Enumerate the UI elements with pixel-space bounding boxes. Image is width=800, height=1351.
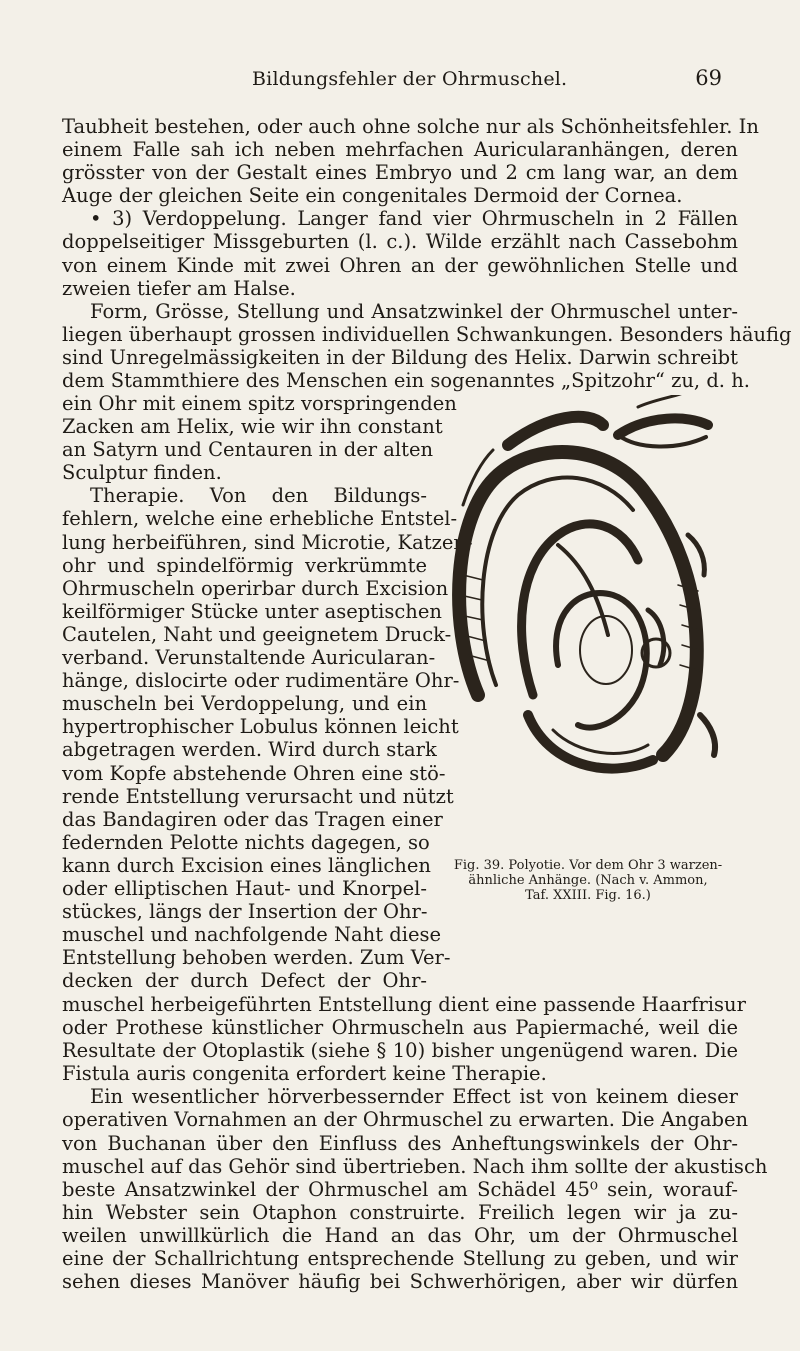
- ear-illustration: [438, 395, 738, 795]
- page-number: 69: [695, 66, 722, 90]
- running-head: Bildungsfehler der Ohrmuschel.: [252, 68, 568, 90]
- text-line: beste Ansatzwinkel der Ohrmuschel am Schädel 45⁰ sein, worauf-: [62, 1177, 738, 1201]
- text-line: doppelseitiger Missgeburten (l. c.). Wilde erzählt nach Cassebohm: [62, 230, 738, 254]
- text-line: Form, Grösse, Stellung und Ansatzwinkel der Ohrmuschel unter-: [90, 299, 738, 323]
- text-line: federnden Pelotte nichts dagegen, so: [62, 830, 430, 854]
- text-line: Ein wesentlicher hörverbessernder Effect ist von keinem dieser: [90, 1085, 738, 1109]
- text-line: Ohrmuscheln operirbar durch Excision: [62, 576, 449, 600]
- text-line: muschel auf das Gehör sind übertrieben. Nach ihm sollte der akustisch: [62, 1154, 768, 1178]
- text-line: verband. Verunstaltende Auricularan-: [62, 646, 436, 670]
- text-line: hin Webster sein Otaphon construirte. Freilich legen wir ja zu-: [62, 1200, 738, 1224]
- text-line: vom Kopfe abstehende Ohren eine stö-: [62, 761, 446, 785]
- text-line: hypertrophischer Lobulus können leicht: [62, 715, 459, 739]
- text-line: ohr und spindelförmig verkrümmte: [62, 553, 427, 577]
- text-line: kann durch Excision eines länglichen: [62, 853, 431, 877]
- text-line: eine der Schallrichtung entsprechende Stellung zu geben, und wir: [62, 1247, 738, 1271]
- text-line: grösster von der Gestalt eines Embryo und 2 cm lang war, an dem: [62, 161, 738, 185]
- text-line: abgetragen werden. Wird durch stark: [62, 738, 437, 762]
- caption-line: Taf. XXIII. Fig. 16.): [525, 888, 651, 903]
- text-line: Auge der gleichen Seite ein congenitales Dermoid der Cornea.: [62, 184, 683, 208]
- text-line: dem Stammthiere des Menschen ein sogenanntes „Spitzohr“ zu, d. h.: [62, 369, 750, 393]
- text-line: oder elliptischen Haut- und Knorpel-: [62, 876, 427, 900]
- text-line: decken der durch Defect der Ohr-: [62, 969, 427, 993]
- text-line: sehen dieses Manöver häufig bei Schwerhörigen, aber wir dürfen: [62, 1270, 738, 1294]
- text-line: von Buchanan über den Einfluss des Anheftungswinkels der Ohr-: [62, 1131, 738, 1155]
- text-line: keilförmiger Stücke unter aseptischen: [62, 599, 442, 623]
- text-line: das Bandagiren oder das Tragen einer: [62, 807, 443, 831]
- text-line: Entstellung behoben werden. Zum Ver-: [62, 946, 451, 970]
- text-line: an Satyrn und Centauren in der alten: [62, 438, 434, 462]
- text-line: Cautelen, Naht und geeignetem Druck-: [62, 622, 452, 646]
- text-line: oder Prothese künstlicher Ohrmuscheln aus Papiermaché, weil die: [62, 1016, 738, 1040]
- text-line: • 3) Verdoppelung. Langer fand vier Ohrmuscheln in 2 Fällen: [90, 207, 738, 231]
- body-text-wrapped: [62, 392, 473, 993]
- text-line: lung herbeiführen, sind Microtie, Katzen-: [62, 530, 473, 554]
- figure-caption: [438, 858, 738, 903]
- body-text-top: [62, 115, 792, 393]
- text-line: muscheln bei Verdoppelung, und ein: [62, 692, 427, 716]
- text-line: rende Entstellung verursacht und nützt: [62, 784, 454, 808]
- text-line: sind Unregelmässigkeiten in der Bildung des Helix. Darwin schreibt: [62, 345, 738, 369]
- text-line: einem Falle sah ich neben mehrfachen Auricularanhängen, deren: [62, 138, 738, 162]
- text-line: fehlern, welche eine erhebliche Entstel-: [62, 507, 458, 531]
- text-line: operativen Vornahmen an der Ohrmuschel zu erwarten. Die Angaben: [62, 1108, 749, 1132]
- text-line: ein Ohr mit einem spitz vorspringenden: [62, 392, 457, 415]
- text-line: Resultate der Otoplastik (siehe § 10) bisher ungenügend waren. Die: [62, 1039, 738, 1063]
- text-line: liegen überhaupt grossen individuellen Schwankungen. Besonders häufig: [62, 322, 792, 346]
- text-line: muschel herbeigeführten Entstellung dient eine passende Haarfrisur: [62, 993, 746, 1016]
- text-line: hänge, dislocirte oder rudimentäre Ohr-: [62, 669, 460, 693]
- text-line: zweien tiefer am Halse.: [62, 276, 296, 300]
- text-line: Therapie. Von den Bildungs-: [90, 484, 427, 508]
- text-line: Sculptur finden.: [62, 461, 222, 485]
- text-line: von einem Kinde mit zwei Ohren an der gewöhnlichen Stelle und: [62, 253, 738, 277]
- caption-line: ähnliche Anhänge. (Nach v. Ammon,: [468, 873, 708, 888]
- text-line: weilen unwillkürlich die Hand an das Ohr, um der Ohrmuschel: [62, 1223, 738, 1247]
- text-line: stückes, längs der Insertion der Ohr-: [62, 900, 428, 924]
- text-line: Zacken am Helix, wie wir ihn constant: [62, 415, 443, 439]
- text-line: Taubheit bestehen, oder auch ohne solche nur als Schönheitsfehler. In: [62, 115, 759, 138]
- body-text-bottom: [62, 993, 768, 1294]
- caption-line: Fig. 39. Polyotie. Vor dem Ohr 3 warzen-: [453, 858, 723, 873]
- text-line: Fistula auris congenita erfordert keine Therapie.: [62, 1062, 547, 1086]
- text-line: muschel und nachfolgende Naht diese: [62, 923, 442, 947]
